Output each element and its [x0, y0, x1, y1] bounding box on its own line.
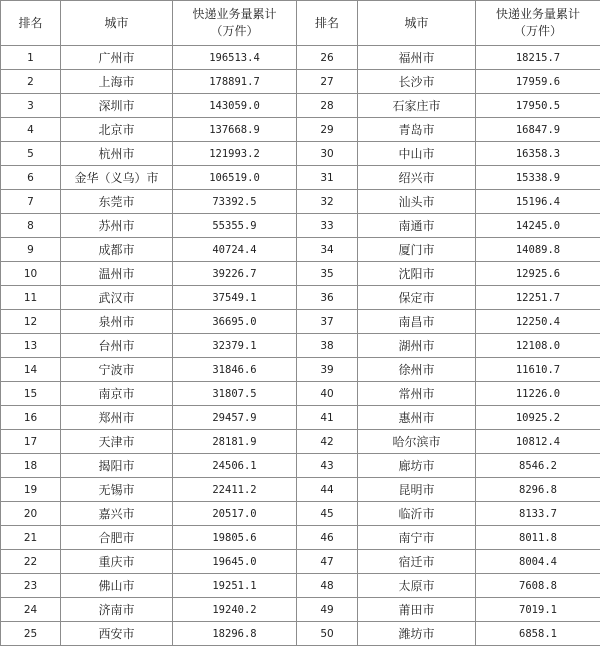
rank-cell: 24 — [1, 598, 61, 622]
rank-cell: 38 — [297, 334, 358, 358]
rank-cell: 3 — [1, 94, 61, 118]
table-row — [1, 406, 600, 430]
header-rank-left: 排名 — [1, 1, 61, 46]
city-cell: 成都市 — [61, 238, 173, 262]
city-cell: 西安市 — [61, 622, 173, 646]
rank-cell: 48 — [297, 574, 358, 598]
volume-cell: 31807.5 — [173, 382, 297, 406]
volume-cell: 7019.1 — [476, 598, 600, 622]
volume-cell: 32379.1 — [173, 334, 297, 358]
rank-cell: 26 — [297, 46, 358, 70]
rank-cell: 23 — [1, 574, 61, 598]
volume-cell: 137668.9 — [173, 118, 297, 142]
rank-cell: 20 — [1, 502, 61, 526]
rank-cell: 13 — [1, 334, 61, 358]
volume-cell: 19645.0 — [173, 550, 297, 574]
header-volume-left — [173, 1, 297, 46]
rank-cell: 2 — [1, 70, 61, 94]
rank-cell: 46 — [297, 526, 358, 550]
rank-cell: 35 — [297, 262, 358, 286]
volume-cell: 11610.7 — [476, 358, 600, 382]
volume-cell: 29457.9 — [173, 406, 297, 430]
table-row — [1, 502, 600, 526]
header-city-right: 城市 — [358, 1, 476, 46]
volume-cell: 14245.0 — [476, 214, 600, 238]
rank-cell: 28 — [297, 94, 358, 118]
volume-cell: 20517.0 — [173, 502, 297, 526]
table-row — [1, 574, 600, 598]
rank-cell: 49 — [297, 598, 358, 622]
table-row — [1, 238, 600, 262]
rank-cell: 34 — [297, 238, 358, 262]
table-row — [1, 598, 600, 622]
volume-cell: 8011.8 — [476, 526, 600, 550]
city-cell: 福州市 — [358, 46, 476, 70]
volume-cell: 143059.0 — [173, 94, 297, 118]
volume-cell: 7608.8 — [476, 574, 600, 598]
city-cell: 莆田市 — [358, 598, 476, 622]
volume-cell: 178891.7 — [173, 70, 297, 94]
rank-cell: 44 — [297, 478, 358, 502]
rank-cell: 32 — [297, 190, 358, 214]
city-cell: 天津市 — [61, 430, 173, 454]
volume-cell: 37549.1 — [173, 286, 297, 310]
volume-cell: 12250.4 — [476, 310, 600, 334]
city-cell: 温州市 — [61, 262, 173, 286]
rank-cell: 8 — [1, 214, 61, 238]
city-cell: 杭州市 — [61, 142, 173, 166]
volume-cell: 18296.8 — [173, 622, 297, 646]
city-cell: 上海市 — [61, 70, 173, 94]
table-row — [1, 478, 600, 502]
table-row — [1, 166, 600, 190]
table-row — [1, 622, 600, 646]
city-cell: 郑州市 — [61, 406, 173, 430]
rank-cell: 19 — [1, 478, 61, 502]
table-row — [1, 70, 600, 94]
city-cell: 台州市 — [61, 334, 173, 358]
table-row — [1, 214, 600, 238]
city-cell: 武汉市 — [61, 286, 173, 310]
city-cell: 长沙市 — [358, 70, 476, 94]
city-cell: 宿迁市 — [358, 550, 476, 574]
city-cell: 合肥市 — [61, 526, 173, 550]
table-header — [1, 1, 600, 46]
rank-cell: 27 — [297, 70, 358, 94]
volume-cell: 8296.8 — [476, 478, 600, 502]
volume-cell: 28181.9 — [173, 430, 297, 454]
header-volume-unit: （万件） — [210, 24, 259, 38]
rank-cell: 43 — [297, 454, 358, 478]
city-cell: 南昌市 — [358, 310, 476, 334]
rank-cell: 11 — [1, 286, 61, 310]
rank-cell: 17 — [1, 430, 61, 454]
table-row — [1, 118, 600, 142]
volume-cell: 15338.9 — [476, 166, 600, 190]
city-cell: 常州市 — [358, 382, 476, 406]
header-city-left: 城市 — [61, 1, 173, 46]
volume-cell: 19805.6 — [173, 526, 297, 550]
table-row — [1, 142, 600, 166]
volume-cell: 19251.1 — [173, 574, 297, 598]
table-body — [1, 46, 600, 646]
city-cell: 南京市 — [61, 382, 173, 406]
table-row — [1, 454, 600, 478]
volume-cell: 36695.0 — [173, 310, 297, 334]
rank-cell: 6 — [1, 166, 61, 190]
volume-cell: 17950.5 — [476, 94, 600, 118]
volume-cell: 31846.6 — [173, 358, 297, 382]
rank-cell: 40 — [297, 382, 358, 406]
rank-cell: 50 — [297, 622, 358, 646]
rank-cell: 47 — [297, 550, 358, 574]
volume-cell: 55355.9 — [173, 214, 297, 238]
city-cell: 南宁市 — [358, 526, 476, 550]
rank-cell: 16 — [1, 406, 61, 430]
city-cell: 太原市 — [358, 574, 476, 598]
city-cell: 深圳市 — [61, 94, 173, 118]
rank-cell: 21 — [1, 526, 61, 550]
rank-cell: 5 — [1, 142, 61, 166]
rank-cell: 18 — [1, 454, 61, 478]
city-cell: 金华（义乌）市 — [61, 166, 173, 190]
rank-cell: 12 — [1, 310, 61, 334]
city-cell: 重庆市 — [61, 550, 173, 574]
rank-cell: 15 — [1, 382, 61, 406]
volume-cell: 39226.7 — [173, 262, 297, 286]
table-row — [1, 430, 600, 454]
table-row — [1, 358, 600, 382]
city-cell: 绍兴市 — [358, 166, 476, 190]
table-row — [1, 310, 600, 334]
city-cell: 昆明市 — [358, 478, 476, 502]
city-cell: 保定市 — [358, 286, 476, 310]
volume-cell: 12925.6 — [476, 262, 600, 286]
header-rank-right: 排名 — [297, 1, 358, 46]
city-cell: 湖州市 — [358, 334, 476, 358]
volume-cell: 12251.7 — [476, 286, 600, 310]
city-cell: 徐州市 — [358, 358, 476, 382]
city-cell: 无锡市 — [61, 478, 173, 502]
rank-cell: 42 — [297, 430, 358, 454]
table-row — [1, 334, 600, 358]
header-row — [1, 1, 600, 46]
rank-cell: 4 — [1, 118, 61, 142]
city-cell: 青岛市 — [358, 118, 476, 142]
volume-cell: 24506.1 — [173, 454, 297, 478]
header-volume-title: 快递业务量累计 — [495, 7, 580, 21]
volume-cell: 16847.9 — [476, 118, 600, 142]
rank-cell: 33 — [297, 214, 358, 238]
city-cell: 南通市 — [358, 214, 476, 238]
city-cell: 沈阳市 — [358, 262, 476, 286]
volume-cell: 16358.3 — [476, 142, 600, 166]
city-cell: 中山市 — [358, 142, 476, 166]
rank-cell: 1 — [1, 46, 61, 70]
city-cell: 苏州市 — [61, 214, 173, 238]
city-cell: 北京市 — [61, 118, 173, 142]
volume-cell: 12108.0 — [476, 334, 600, 358]
rank-cell: 22 — [1, 550, 61, 574]
volume-cell: 14089.8 — [476, 238, 600, 262]
city-cell: 嘉兴市 — [61, 502, 173, 526]
rank-cell: 14 — [1, 358, 61, 382]
header-volume-right — [476, 1, 600, 46]
rank-cell: 31 — [297, 166, 358, 190]
table-row — [1, 550, 600, 574]
city-cell: 揭阳市 — [61, 454, 173, 478]
city-cell: 廊坊市 — [358, 454, 476, 478]
city-cell: 泉州市 — [61, 310, 173, 334]
table-row — [1, 94, 600, 118]
table-row — [1, 286, 600, 310]
city-cell: 济南市 — [61, 598, 173, 622]
rank-cell: 39 — [297, 358, 358, 382]
volume-cell: 17959.6 — [476, 70, 600, 94]
volume-cell: 6858.1 — [476, 622, 600, 646]
city-cell: 哈尔滨市 — [358, 430, 476, 454]
table-row — [1, 262, 600, 286]
volume-cell: 40724.4 — [173, 238, 297, 262]
city-cell: 石家庄市 — [358, 94, 476, 118]
volume-cell: 10812.4 — [476, 430, 600, 454]
table-row — [1, 526, 600, 550]
volume-cell: 8546.2 — [476, 454, 600, 478]
rank-cell: 36 — [297, 286, 358, 310]
volume-cell: 196513.4 — [173, 46, 297, 70]
city-cell: 佛山市 — [61, 574, 173, 598]
rank-cell: 45 — [297, 502, 358, 526]
header-volume-title: 快递业务量累计 — [192, 7, 277, 21]
table-row — [1, 382, 600, 406]
volume-cell: 18215.7 — [476, 46, 600, 70]
table-row — [1, 46, 600, 70]
table-row — [1, 190, 600, 214]
city-cell: 惠州市 — [358, 406, 476, 430]
volume-cell: 73392.5 — [173, 190, 297, 214]
rank-cell: 9 — [1, 238, 61, 262]
volume-cell: 8133.7 — [476, 502, 600, 526]
rank-cell: 29 — [297, 118, 358, 142]
rank-cell: 7 — [1, 190, 61, 214]
rank-cell: 10 — [1, 262, 61, 286]
rank-cell: 41 — [297, 406, 358, 430]
volume-cell: 15196.4 — [476, 190, 600, 214]
volume-cell: 121993.2 — [173, 142, 297, 166]
header-volume-unit: （万件） — [513, 24, 562, 38]
city-cell: 临沂市 — [358, 502, 476, 526]
rank-cell: 37 — [297, 310, 358, 334]
rank-cell: 25 — [1, 622, 61, 646]
rank-cell: 30 — [297, 142, 358, 166]
city-cell: 广州市 — [61, 46, 173, 70]
city-cell: 厦门市 — [358, 238, 476, 262]
volume-cell: 10925.2 — [476, 406, 600, 430]
city-cell: 宁波市 — [61, 358, 173, 382]
volume-cell: 22411.2 — [173, 478, 297, 502]
city-cell: 汕头市 — [358, 190, 476, 214]
volume-cell: 19240.2 — [173, 598, 297, 622]
city-cell: 东莞市 — [61, 190, 173, 214]
volume-cell: 11226.0 — [476, 382, 600, 406]
volume-cell: 8004.4 — [476, 550, 600, 574]
city-cell: 潍坊市 — [358, 622, 476, 646]
volume-cell: 106519.0 — [173, 166, 297, 190]
